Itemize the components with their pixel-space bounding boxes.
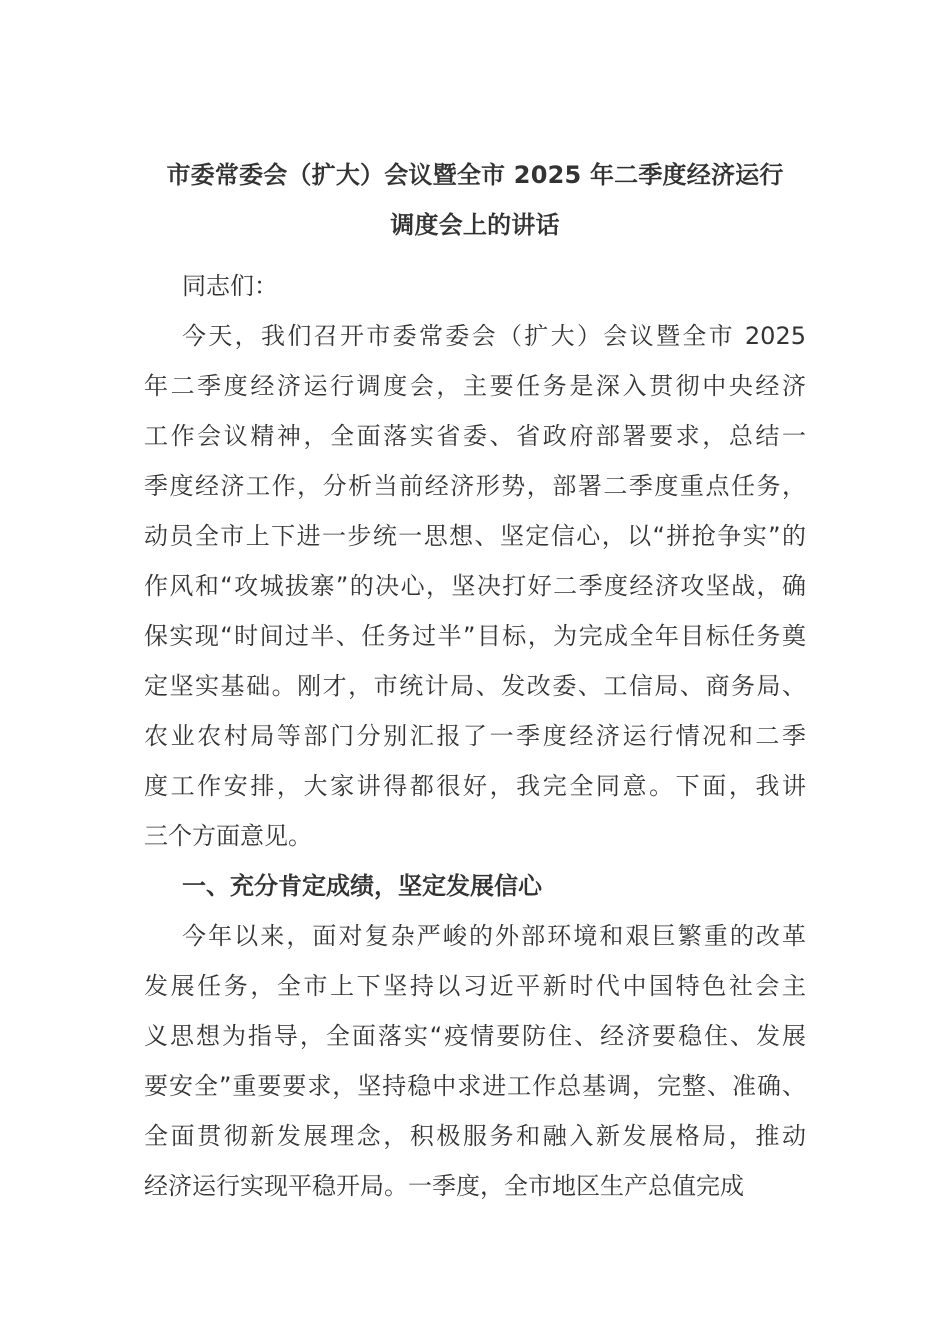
paragraph-line: 定坚实基础。刚才，市统计局、发改委、工信局、商务局、 — [144, 672, 806, 700]
paragraph-line: 今天，我们召开市委常委会（扩大）会议暨全市 2025 — [182, 322, 806, 350]
section-paragraph — [144, 911, 806, 1211]
paragraph-line: 要安全”重要要求，坚持稳中求进工作总基调，完整、准确、 — [144, 1072, 806, 1100]
paragraph-line: 保实现“时间过半、任务过半”目标，为完成全年目标任务奠 — [144, 622, 806, 650]
paragraph-line: 经济运行实现平稳开局。一季度，全市地区生产总值完成 — [144, 1172, 744, 1200]
paragraph-line: 季度经济工作，分析当前经济形势，部署二季度重点任务， — [144, 472, 806, 500]
paragraph-line: 动员全市上下进一步统一思想、坚定信心，以“拼抢争实”的 — [144, 522, 806, 550]
paragraph-line: 年二季度经济运行调度会，主要任务是深入贯彻中央经济 — [144, 372, 806, 400]
document-title — [140, 150, 810, 250]
section-heading: 一、充分肯定成绩，坚定发展信心 — [182, 872, 542, 900]
document-body — [144, 150, 806, 1211]
title-line: 市委常委会（扩大）会议暨全市 2025 年二季度经济运行 — [166, 161, 784, 189]
paragraph-line: 义思想为指导，全面落实“疫情要防住、经济要稳住、发展 — [144, 1022, 806, 1050]
paragraph-line: 三个方面意见。 — [144, 822, 312, 850]
paragraph-line: 农业农村局等部门分别汇报了一季度经济运行情况和二季 — [144, 722, 806, 750]
title-line: 调度会上的讲话 — [390, 211, 560, 239]
paragraph-line: 今年以来，面对复杂严峻的外部环境和艰巨繁重的改革 — [182, 922, 806, 950]
intro-paragraph — [144, 311, 806, 861]
paragraph-line: 作风和“攻城拔寨”的决心，坚决打好二季度经济攻坚战，确 — [144, 572, 806, 600]
paragraph-line: 工作会议精神，全面落实省委、省政府部署要求，总结一 — [144, 422, 806, 450]
paragraph-line: 度工作安排，大家讲得都很好，我完全同意。下面，我讲 — [144, 772, 806, 800]
paragraph-line: 全面贯彻新发展理念，积极服务和融入新发展格局，推动 — [144, 1122, 806, 1150]
paragraph-line: 发展任务，全市上下坚持以习近平新时代中国特色社会主 — [144, 972, 806, 1000]
greeting: 同志们： — [182, 272, 278, 300]
